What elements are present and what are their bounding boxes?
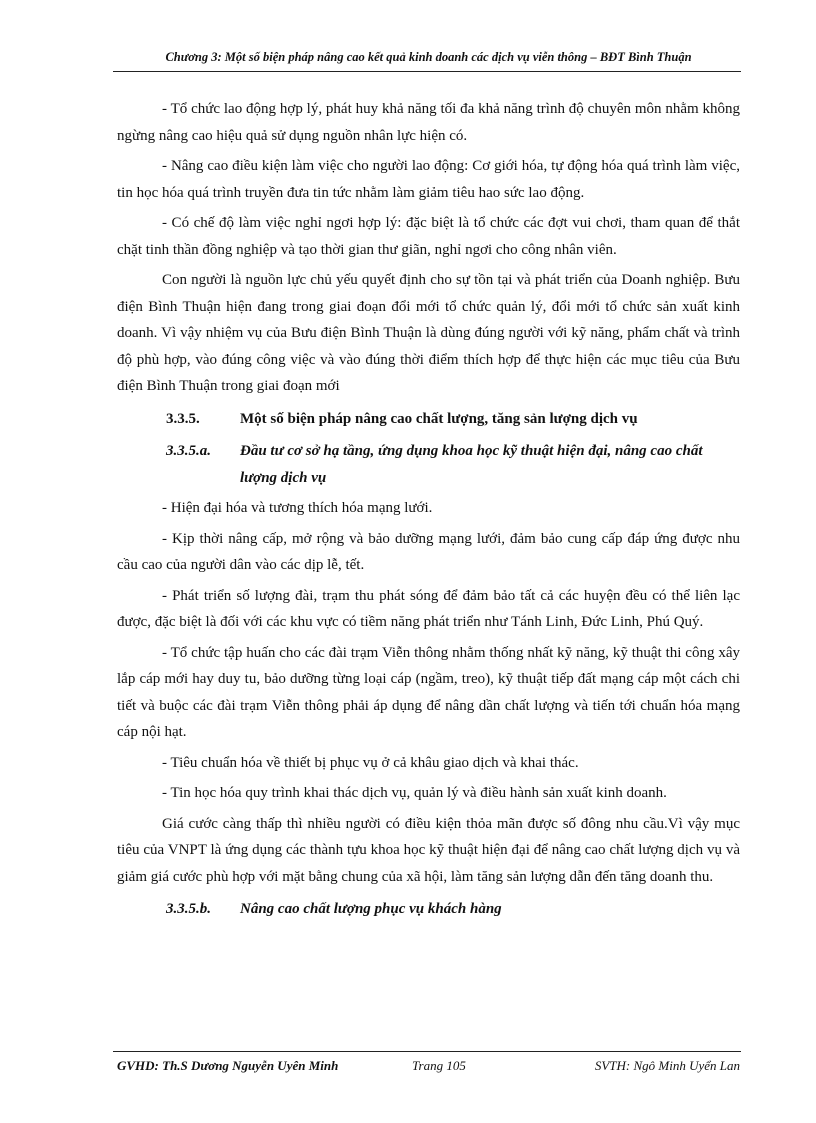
subsection-heading-3-3-5-b bbox=[117, 896, 740, 923]
page-header: Chương 3: Một số biện pháp nâng cao kết quả kinh doanh các dịch vụ viễn thông – BĐT Bình Thuận bbox=[165, 50, 692, 64]
paragraph-expand-stations: - Phát triển số lượng đài, trạm thu phát sóng để đảm bảo tất cả các huyện đều có thể liên lạc được, đặc biệt là đối với các khu vực có tiềm năng phát triển như Tánh Linh, Đức Linh, Phú Quý. bbox=[117, 587, 740, 630]
subsection-number: 3.3.5.a. bbox=[166, 443, 211, 459]
section-title: Một số biện pháp nâng cao chất lượng, tăng sản lượng dịch vụ bbox=[240, 410, 638, 427]
paragraph-labor-organization: - Tổ chức lao động hợp lý, phát huy khả năng tối đa khả năng trình độ chuyên môn nhằm không ngừng nâng cao hiệu quả sử dụng nguồn nhân lực hiện có. bbox=[117, 101, 740, 144]
paragraph-upgrade-network: - Kịp thời nâng cấp, mở rộng và bảo dưỡng mạng lưới, đảm bảo cung cấp đáp ứng được nhu cầu cao của người dân vào các dịp lễ, tết. bbox=[117, 530, 740, 573]
section-heading-3-3-5 bbox=[117, 406, 740, 433]
subsection-heading-3-3-5-a bbox=[117, 438, 740, 491]
paragraph-pricing: Giá cước càng thấp thì nhiều người có điều kiện thỏa mãn được số đông nhu cầu.Vì vậy mục tiêu của VNPT là ứng dụng các thành tựu khoa học kỹ thuật hiện đại để nâng cao chất lượng dịch vụ và giảm giá cước phù hợp với mặt bằng chung của xã hội, làm tăng sản lượng dẫn đến tăng doanh thu. bbox=[117, 815, 740, 885]
paragraph-human-resources: Con người là nguồn lực chủ yếu quyết định cho sự tồn tại và phát triển của Doanh nghiệp. Bưu điện Bình Thuận hiện đang trong giai đoạn đổi mới tổ chức quản lý, đổi mới tổ chức sản xuất kinh doanh. Vì vậy nhiệm vụ của Bưu điện Bình Thuận là dùng đúng người với kỹ năng, phẩm chất và trình độ phù hợp, vào đúng công việc và vào đúng thời điểm thích hợp để thực hiện các mục tiêu của Bưu điện Bình Thuận trong giai đoạn mới bbox=[117, 272, 740, 394]
page-footer bbox=[117, 1058, 740, 1078]
paragraph-working-conditions: - Nâng cao điều kiện làm việc cho người lao động: Cơ giới hóa, tự động hóa quá trình làm việc, tin học hóa quá trình truyền đưa tin tức nhằm làm giảm tiêu hao sức lao động. bbox=[117, 158, 740, 201]
paragraph-modernize-network: - Hiện đại hóa và tương thích hóa mạng lưới. bbox=[162, 500, 433, 516]
footer-divider bbox=[113, 1051, 741, 1052]
header-divider bbox=[113, 71, 741, 72]
footer-page-number: Trang 105 bbox=[412, 1058, 466, 1073]
subsection-title: Nâng cao chất lượng phục vụ khách hàng bbox=[240, 901, 502, 917]
section-number: 3.3.5. bbox=[166, 410, 200, 427]
page-body bbox=[117, 96, 740, 927]
footer-advisor: GVHD: Th.S Dương Nguyễn Uyên Minh bbox=[117, 1058, 339, 1073]
subsection-number: 3.3.5.b. bbox=[166, 901, 211, 917]
footer-student: SVTH: Ngô Minh Uyển Lan bbox=[594, 1058, 740, 1073]
paragraph-training: - Tổ chức tập huấn cho các đài trạm Viễn thông nhằm thống nhất kỹ năng, kỹ thuật thi công xây lắp cáp mới hay duy tu, bảo dưỡng từng loại cáp (ngầm, treo), kỹ thuật tiếp đất mạng cáp một cách chi tiết và buộc các đài trạm Viễn thông phải áp dụng để nâng dần chất lượng và tiến tới chuẩn hóa mạng cáp nội hạt. bbox=[117, 644, 740, 740]
subsection-title: Đầu tư cơ sở hạ tầng, ứng dụng khoa học kỹ thuật hiện đại, nâng cao chất lượng dịch vụ bbox=[240, 443, 703, 486]
paragraph-rest-regime: - Có chế độ làm việc nghỉ ngơi hợp lý: đặc biệt là tổ chức các đợt vui chơi, tham quan để thắt chặt tinh thần đồng nghiệp và tạo thời gian thư giãn, nghỉ ngơi cho công nhân viên. bbox=[117, 215, 740, 258]
paragraph-computerize-process: - Tin học hóa quy trình khai thác dịch vụ, quản lý và điều hành sản xuất kinh doanh. bbox=[162, 785, 667, 801]
paragraph-standardize-equipment: - Tiêu chuẩn hóa về thiết bị phục vụ ở cả khâu giao dịch và khai thác. bbox=[162, 754, 579, 771]
